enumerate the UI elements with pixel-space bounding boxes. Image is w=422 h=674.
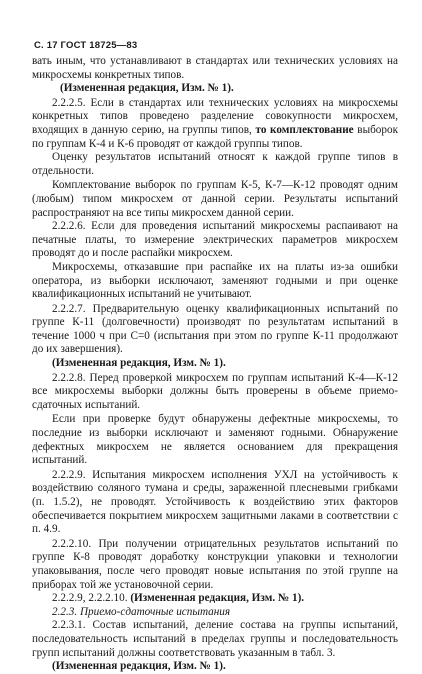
paragraph: вать иным, что устанавливают в стандартах или технических условиях на микросхемы конкретных типов. xyxy=(32,55,398,81)
amendment-note: 2.2.2.9, 2.2.2.10. (Измененная редакция, Изм. № 1). xyxy=(52,592,305,605)
amendment-note: (Измененная редакция, Изм. № 1). xyxy=(52,357,226,370)
paragraph: 2.2.2.8. Перед проверкой микросхем по группам испытаний К-4—К-12 все микросхемы выборки должны быть проверены в объеме приемо-сдаточных испытаний. xyxy=(32,371,398,411)
paragraph: 2.2.2.10. При получении отрицательных результатов испытаний по группе К-8 проводят доработку конструкции упаковки и технологии упаковывания, после чего проводят новые испытания по этой группе на приборах той же установочной серии. xyxy=(32,537,398,591)
amendment-note: (Измененная редакция, Изм. № 1). xyxy=(52,660,226,673)
paragraph: Оценку результатов испытаний относят к каждой группе типов в отдельности. xyxy=(32,151,398,177)
document-body xyxy=(32,55,398,674)
page-header: С. 17 ГОСТ 18725—83 xyxy=(34,40,138,51)
paragraph: 2.2.2.6. Если для проведения испытаний микросхемы распаивают на печатные платы, то измерение электрических параметров микросхем проводят до и после распайки микросхем. xyxy=(32,220,398,260)
paragraph: Если при проверке будут обнаружены дефектные микросхемы, то последние из выборки исключают и заменяют годными. Обнаружение дефектных микросхем не является основанием для прекращения испытаний. xyxy=(32,413,398,467)
paragraph: 2.2.2.5. Если в стандартах или технических условиях на микросхемы конкретных типов проведено разделение совокупности микросхем, входящих в данную серию, на группы типов, то комплектование выборок по группам К-4 и К-6 проводят от каждой группы типов. xyxy=(32,96,398,150)
paragraph: Микросхемы, отказавшие при распайке их на платы из-за ошибки оператора, из выборки исключают, заменяют годными и при оценке квалификационных испытаний не учитывают. xyxy=(32,260,398,301)
paragraph: 2.2.3.1. Состав испытаний, деление состава на группы испытаний, последовательность испытаний в пределах группы и последовательность групп испытаний должны соответствовать указанным в табл. 3. xyxy=(32,619,398,659)
section-heading: 2.2.3. Приемо-сдаточные испытания xyxy=(52,605,231,618)
paragraph: 2.2.2.9. Испытания микросхем исполнения УХЛ на устойчивость к воздействию соляного тумана и среды, зараженной плесневыми грибками (п. 1.5.2), не проводят. Устойчивость к воздействию этих факторов обеспечивается покрытием микросхем защитными лаками в соответствии с п. 4.9. xyxy=(32,468,398,536)
paragraph: 2.2.2.7. Предварительную оценку квалификационных испытаний по группе К-11 (долговечности) производят по результатам испытаний в течение 1000 ч при C=0 (испытания при этом по группе К-11 продолжают до их завершения). xyxy=(32,302,398,356)
paragraph: Комплектование выборок по группам К-5, К-7—К-12 проводят одним (любым) типом микросхем от данной серии. Результаты испытаний распространяют на все типы микросхем данной серии. xyxy=(32,179,398,219)
amendment-note: (Измененная редакция, Изм. № 1). xyxy=(60,82,234,95)
